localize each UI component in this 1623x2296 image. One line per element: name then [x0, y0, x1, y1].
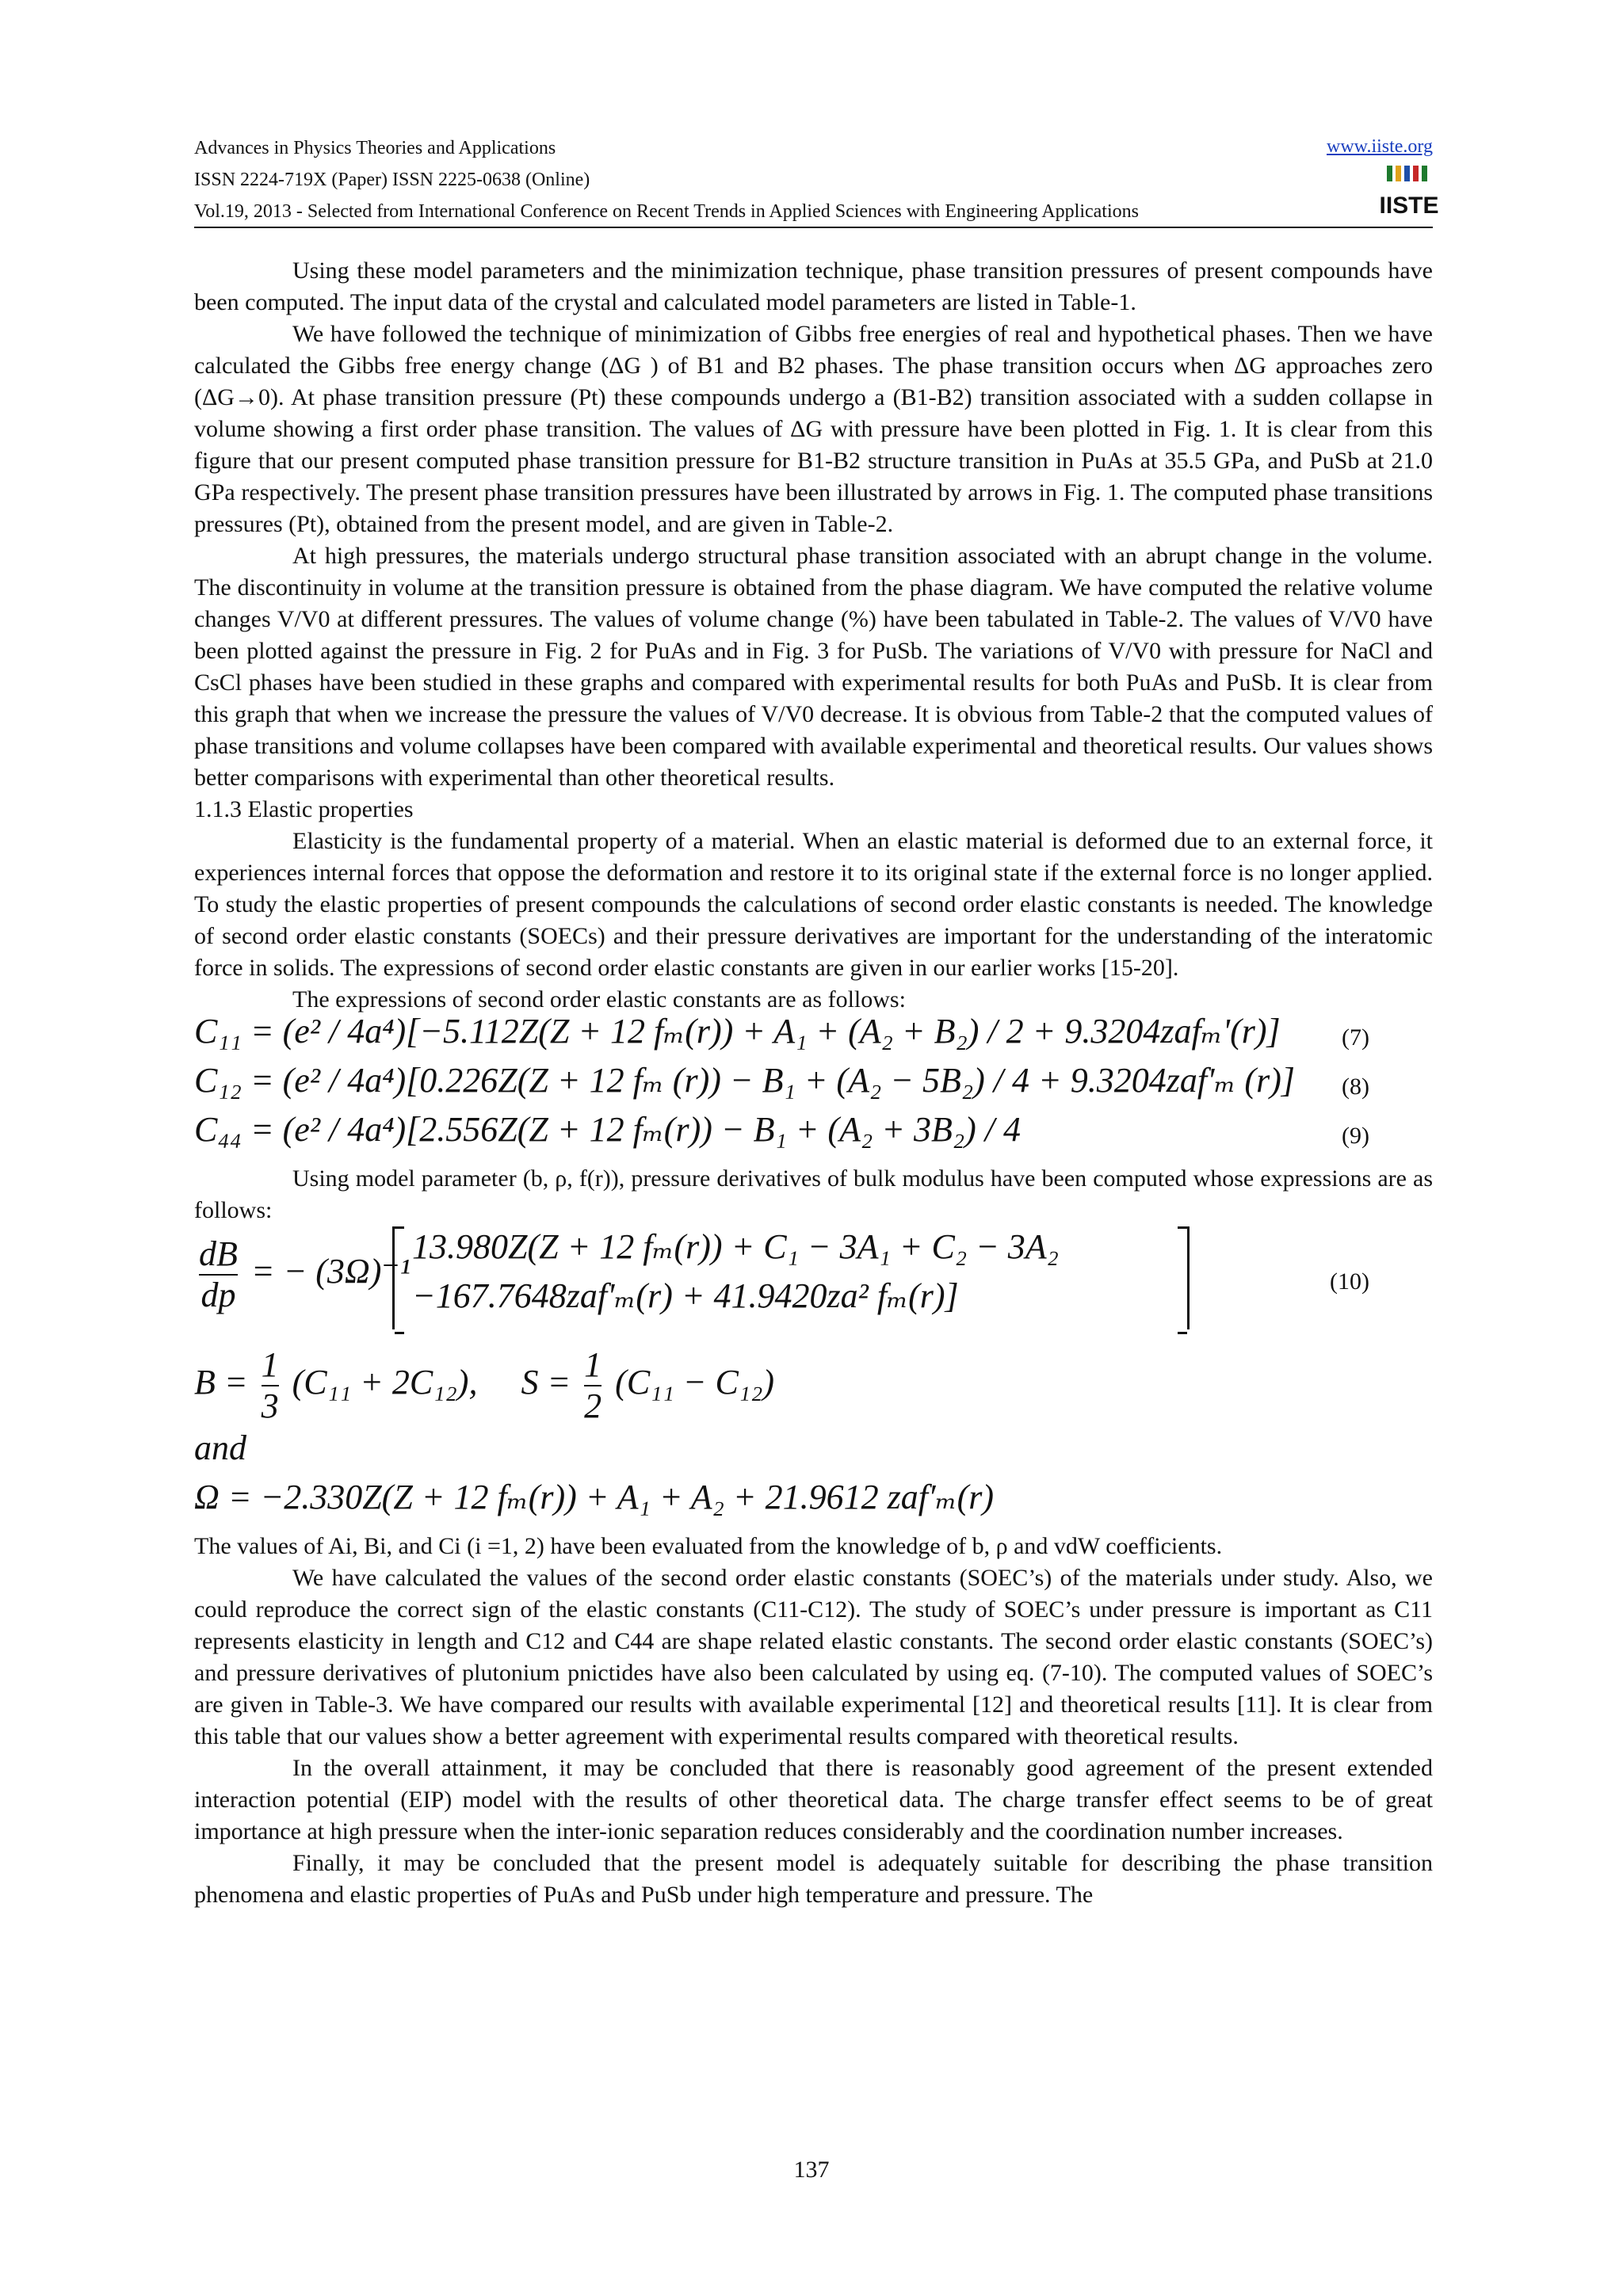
b-rhs: (C₁₁ + 2C₁₂), [292, 1363, 478, 1402]
s-rhs: (C₁₁ − C₁₂) [615, 1363, 775, 1402]
header-rule [194, 227, 1433, 228]
section-heading: 1.1.3 Elastic properties [194, 796, 414, 822]
paragraph: Finally, it may be concluded that the present model is adequately suitable for describing the phase transition phenomena and elastic properties of PuAs and PuSb under high temperature and pressure. The [194, 1850, 1433, 1908]
paragraph: The expressions of second order elastic constants are as follows: [292, 986, 906, 1013]
header-volume: Vol.19, 2013 - Selected from International Conference on Recent Trends in Applied Sciences with Engineering Applications [194, 201, 1139, 222]
equation-9 [194, 1110, 1433, 1163]
equation-10-lhs [194, 1234, 411, 1315]
equation-b-s [194, 1345, 1433, 1432]
s-lhs: S = [521, 1363, 571, 1402]
page-body [194, 255, 1433, 1911]
paragraph: We have followed the technique of minimization of Gibbs free energies of real and hypothetical phases. Then we have calculated the Gibbs free energy change (ΔG ) of B1 and B2 phases. The phase transition occurs when ΔG approaches zero (ΔG→0). At phase transition pressure (Pt) these compounds undergo a (B1-B2) transition associated with a sudden collapse in volume showing a first order phase transition. The values of ΔG with pressure have been plotted in Fig. 1. It is clear from this figure that our present computed phase transition pressure for B1-B2 structure transition in PuAs at 35.5 GPa, and PuSb at 21.0 GPa respectively. The present phase transition pressures have been illustrated by arrows in Fig. 1. The computed phase transitions pressures (Pt), obtained from the present model, and are given in Table-2. [194, 321, 1433, 537]
eq10-row-1: 13.980Z(Z + 12 fₘ(r)) + C₁ − 3A₁ + C₂ − 3A₂ [412, 1227, 1059, 1266]
equation-9-expression: C₄₄ = (e² / 4a⁴)[2.556Z(Z + 12 fₘ(r)) − B₁ + (A₂ + 3B₂) / 4 [194, 1110, 1022, 1149]
eq10-lhs-denominator: dp [199, 1274, 238, 1315]
equation-8-expression: C₁₂ = (e² / 4a⁴)[0.226Z(Z + 12 fₘ (r)) − B₁ + (A₂ − 5B₂) / 4 + 9.3204zaf'ₘ (r)] [194, 1061, 1295, 1100]
b-frac-num: 1 [261, 1345, 279, 1384]
paragraph: Elasticity is the fundamental property of a material. When an elastic material is deformed due to an external force, it experiences internal forces that oppose the deformation and restore it to its original state if the external force is no longer applied. To study the elastic properties of present compounds the calculations of second order elastic constants is needed. The knowledge of second order elastic constants (SOECs) and their pressure derivatives are important for the understanding of the interatomic force in solids. The expressions of second order elastic constants are given in our earlier works [15-20]. [194, 828, 1433, 981]
b-frac-den: 3 [261, 1386, 279, 1425]
paragraph: In the overall attainment, it may be concluded that there is reasonably good agreement of the present extended interaction potential (EIP) model with the results of other theoretical data. The charge transfer effect seems to be of great importance at high pressure when the inter-ionic separation reduces considerably and the coordination number increases. [194, 1755, 1433, 1844]
omega-equation: Ω = −2.330Z(Z + 12 fₘ(r)) + A₁ + A₂ + 21.9612 zaf′ₘ(r) [194, 1478, 994, 1516]
equation-7-expression: C₁₁ = (e² / 4a⁴)[−5.112Z(Z + 12 fₘ(r)) + A₁ + (A₂ + B₂) / 2 + 9.3204zafₘ'(r)] [194, 1012, 1281, 1051]
equation-9-number: (9) [1342, 1123, 1369, 1149]
and-word: and [194, 1428, 246, 1467]
s-frac-num: 1 [584, 1345, 602, 1384]
paragraph: At high pressures, the materials undergo structural phase transition associated with an abrupt change in the volume. The discontinuity in volume at the transition pressure is obtained from the phase diagram. We have computed the relative volume changes V/V0 at different pressures. The values of volume change (%) have been tabulated in Table-2. The values of V/V0 have been plotted against the pressure in Fig. 2 for PuAs and in Fig. 3 for PuSb. The variations of V/V0 with pressure for NaCl and CsCl phases have been studied in these graphs and compared with experimental results for both PuAs and PuSb. It is clear from this graph that when we increase the pressure the values of V/V0 decrease. It is obvious from Table-2 that the computed values of phase transitions and volume collapses have been compared with available experimental and theoretical results. Our values shows better comparisons with experimental than other theoretical results. [194, 543, 1433, 791]
b-lhs: B = [194, 1363, 248, 1402]
equation-10-bracket [392, 1226, 1190, 1329]
header-issn: ISSN 2224-719X (Paper) ISSN 2225-0638 (Online) [194, 170, 590, 190]
header-journal: Advances in Physics Theories and Applications [194, 138, 556, 158]
paragraph: We have calculated the values of the second order elastic constants (SOEC’s) of the materials under study. Also, we could reproduce the correct sign of the elastic constants (C11-C12). The study of SOEC’s under pressure is important as C11 represents elasticity in length and C12 and C44 are shape related elastic constants. The second order elastic constants (SOEC’s) and pressure derivatives of plutonium pnictides have also been calculated by using eq. (7-10). The computed values of SOEC’s are given in Table-3. We have compared our results with available experimental [12] and theoretical results [11]. It is clear from this table that our values show a better agreement with experimental results compared with theoretical results. [194, 1565, 1433, 1749]
equation-7-number: (7) [1342, 1024, 1369, 1051]
equation-7 [194, 1012, 1433, 1065]
svg-text:IISTE: IISTE [1379, 193, 1439, 219]
paragraph: The values of Ai, Bi, and Ci (i =1, 2) have been evaluated from the knowledge of b, ρ and vdW coefficients. [194, 1533, 1223, 1559]
equation-8 [194, 1061, 1433, 1114]
eq10-lhs-numerator: dB [199, 1234, 238, 1273]
paragraph: Using these model parameters and the minimization technique, phase transition pressures of present compounds have been computed. The input data of the crystal and calculated model parameters are listed in Table-1. [194, 257, 1433, 315]
header-url-link[interactable]: www.iiste.org [1327, 136, 1433, 157]
eq10-row-2: −167.7648zaf'ₘ(r) + 41.9420za² fₘ(r)] [412, 1276, 959, 1315]
equation-10 [194, 1226, 1433, 1345]
s-frac-den: 2 [584, 1386, 602, 1425]
equation-10-number: (10) [1330, 1268, 1369, 1295]
iiste-logo [1379, 164, 1439, 221]
paragraph: Using model parameter (b, ρ, f(r)), pressure derivatives of bulk modulus have been computed whose expressions are as follows: [194, 1165, 1433, 1223]
page-number: 137 [793, 2157, 830, 2183]
eq10-factor: = − (3Ω)⁻¹ [250, 1252, 411, 1291]
equation-8-number: (8) [1342, 1074, 1369, 1100]
